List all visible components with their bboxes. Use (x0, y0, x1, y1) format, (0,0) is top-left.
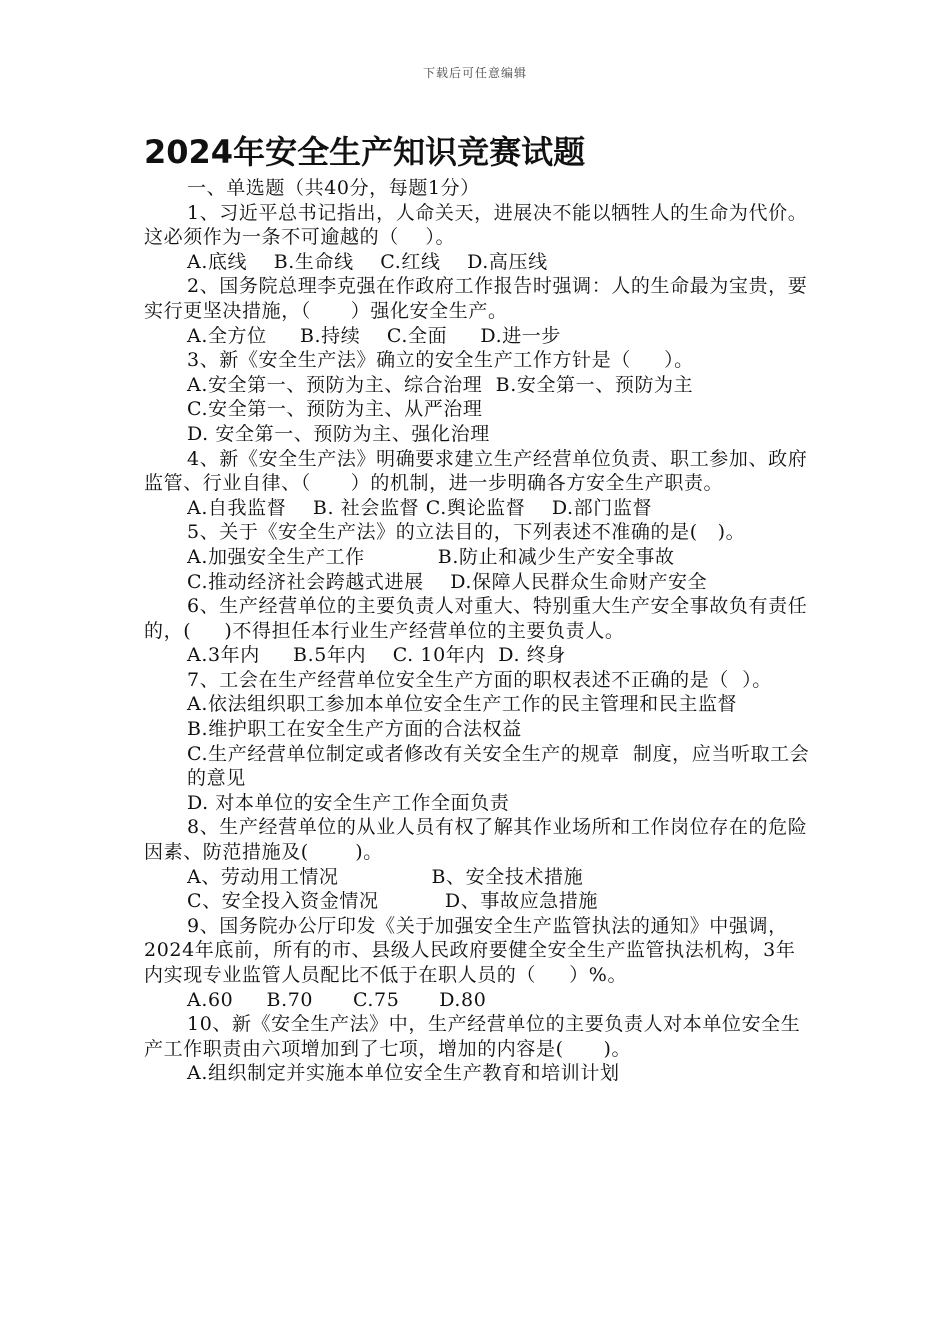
answer-options: A.60 B.70 C.75 D.80 (187, 988, 487, 1011)
answer-options: A.加强安全生产工作 B.防止和减少生产安全事故 (187, 545, 675, 568)
answer-options: C、安全投入资金情况 D、事故应急措施 (187, 890, 598, 913)
answer-options: A.组织制定并实施本单位安全生产教育和培训计划 (187, 1062, 620, 1085)
answer-options: B.维护职工在安全生产方面的合法权益 (187, 718, 522, 741)
question-text: 2、国务院总理李克强在作政府工作报告时强调：人的生命最为宝贵，要实行更坚决措施，（ ）强化安全生产。 (144, 275, 808, 322)
answer-options: A.全方位 B.持续 C.全面 D.进一步 (187, 324, 562, 347)
question-text: 8、生产经营单位的从业人员有权了解其作业场所和工作岗位存在的危险因素、防范措施及( )。 (144, 816, 808, 864)
answer-options: C.安全第一、预防为主、从严治理 (187, 398, 483, 421)
answer-options: A.3年内 B.5年内 C. 10年内 D. 终身 (187, 644, 566, 667)
answer-options: C.推动经济社会跨越式进展 D.保障人民群众生命财产安全 (187, 570, 708, 593)
question-text: 5、关于《安全生产法》的立法目的，下列表述不准确的是( )。 (187, 521, 746, 544)
answer-options: D. 对本单位的安全生产工作全面负责 (187, 791, 510, 814)
answer-options: A.依法组织职工参加本单位安全生产工作的民主管理和民主监督 (187, 693, 738, 716)
question-text: 6、生产经营单位的主要负责人对重大、特别重大生产安全事故负有责任的，( )不得担任本行业生产经营单位的主要负责人。 (144, 595, 808, 642)
document-body (144, 130, 812, 1086)
question-text: 9、国务院办公厅印发《关于加强安全生产监管执法的通知》中强调，2024年底前，所有的市、县级人民政府要健全安全生产监管执法机构，3年内实现专业监管人员配比不低于在职人员的（ ）%。 (144, 914, 796, 986)
answer-options: A.自我监督 B. 社会监督 C.舆论监督 D.部门监督 (187, 496, 653, 519)
question-list (144, 201, 812, 1086)
page-header-note: 下载后可任意编辑 (422, 66, 527, 80)
question-text: 3、新《安全生产法》确立的安全生产工作方针是（ ）。 (187, 349, 694, 372)
answer-options: A.底线 B.生命线 C.红线 D.高压线 (187, 250, 548, 273)
document-title: 2024年安全生产知识竞赛试题 (144, 133, 586, 171)
section-heading: 一、单选题（共40分，每题1分） (187, 177, 480, 199)
question-text: 10、新《安全生产法》中，生产经营单位的主要负责人对本单位安全生产工作职责由六项增加到了七项，增加的内容是( )。 (144, 1013, 801, 1060)
question-text: 4、新《安全生产法》明确要求建立生产经营单位负责、职工参加、政府监管、行业自律、（ ）的机制，进一步明确各方安全生产职责。 (144, 447, 808, 495)
answer-options: A.安全第一、预防为主、综合治理 B.安全第一、预防为主 (187, 373, 694, 396)
answer-options: A、劳动用工情况 B、安全技术措施 (187, 865, 584, 888)
answer-options: C.生产经营单位制定或者修改有关安全生产的规章 制度，应当听取工会的意见 (187, 742, 810, 790)
answer-options: D. 安全第一、预防为主、强化治理 (187, 422, 490, 445)
question-text: 1、习近平总书记指出，人命关天，进展决不能以牺牲人的生命为代价。这必须作为一条不可逾越的（ ）。 (144, 201, 808, 249)
question-text: 7、工会在生产经营单位安全生产方面的职权表述不正确的是（ ）。 (187, 668, 772, 691)
